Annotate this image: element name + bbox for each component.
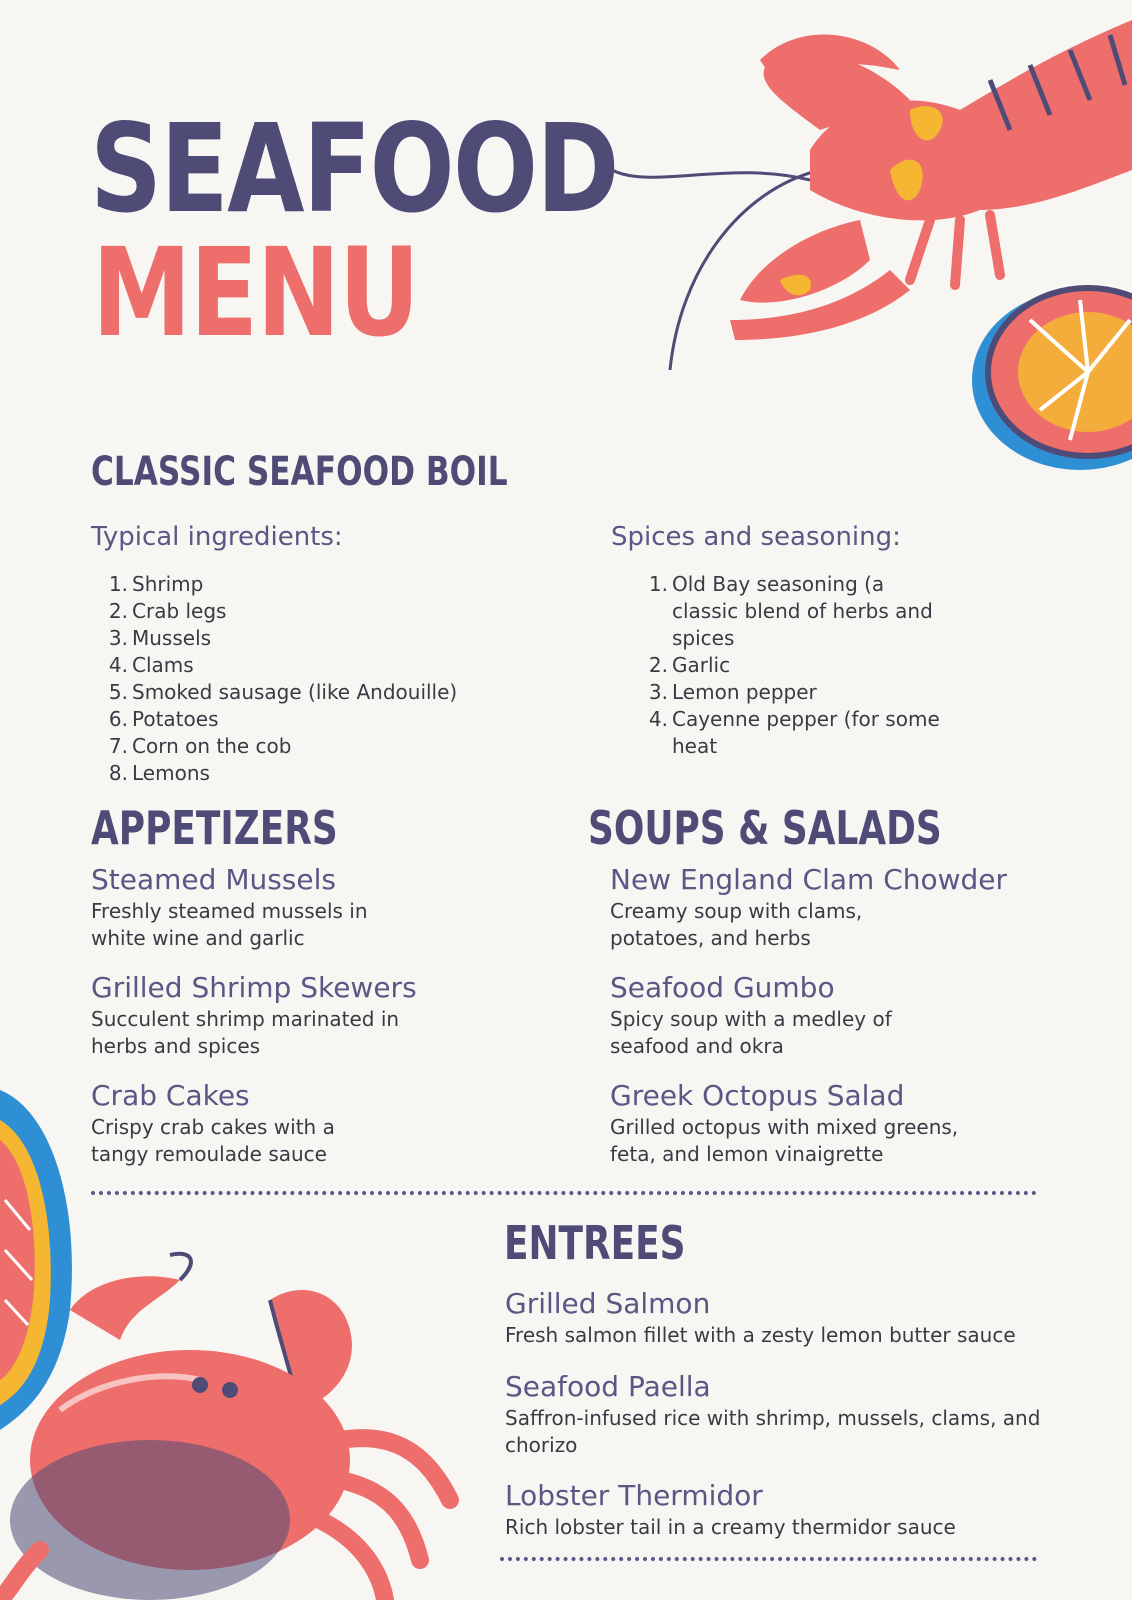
- item-name: Greek Octopus Salad: [610, 1079, 905, 1112]
- menu-title-seafood: SEAFOOD: [90, 98, 618, 240]
- item-description: Fresh salmon fillet with a zesty lemon butter sauce: [505, 1323, 1016, 1347]
- item-description: Grilled octopus with mixed greens, feta, and lemon vinaigrette: [610, 1115, 959, 1166]
- item-description: Creamy soup with clams, potatoes, and herbs: [610, 899, 863, 950]
- menu-item: [91, 862, 511, 952]
- menu-item: [610, 970, 1070, 1060]
- item-description: Crispy crab cakes with a tangy remoulade sauce: [91, 1115, 335, 1166]
- ingredients-list: [106, 571, 526, 787]
- menu-item: [91, 970, 511, 1060]
- spices-list: [646, 571, 946, 760]
- item-name: Grilled Salmon: [505, 1287, 711, 1320]
- list-item: 1. Old Bay seasoning (a classic blend of herbs and spices: [648, 572, 933, 650]
- menu-item: [610, 1078, 1070, 1168]
- item-name: New England Clam Chowder: [610, 863, 1008, 896]
- list-item: 6. Potatoes: [108, 707, 219, 731]
- item-name: Crab Cakes: [91, 1079, 250, 1112]
- list-item: 7. Corn on the cob: [108, 734, 292, 758]
- list-item: 3. Mussels: [108, 626, 212, 650]
- section-heading-entrees: ENTREES: [504, 1216, 686, 1270]
- item-name: Seafood Gumbo: [610, 971, 835, 1004]
- item-description: Succulent shrimp marinated in herbs and spices: [91, 1007, 400, 1058]
- item-name: Grilled Shrimp Skewers: [91, 971, 417, 1004]
- menu-item: [610, 862, 1070, 952]
- item-description: Spicy soup with a medley of seafood and okra: [610, 1007, 892, 1058]
- section-heading-seafood-boil: CLASSIC SEAFOOD BOIL: [91, 449, 508, 495]
- lobster-illustration: [610, 20, 1132, 480]
- list-item: 1. Shrimp: [108, 572, 204, 596]
- list-item: 2. Garlic: [648, 653, 731, 677]
- list-item: 3. Lemon pepper: [648, 680, 817, 704]
- menu-item: [505, 1286, 1095, 1349]
- menu-title-menu: MENU: [92, 222, 419, 364]
- spices-label: Spices and seasoning:: [611, 522, 901, 552]
- item-name: Lobster Thermidor: [505, 1479, 763, 1512]
- section-heading-soups-salads: SOUPS & SALADS: [588, 801, 942, 855]
- item-description: Rich lobster tail in a creamy thermidor sauce: [505, 1515, 956, 1539]
- list-item: 4. Cayenne pepper (for some heat: [648, 707, 940, 758]
- section-heading-appetizers: APPETIZERS: [91, 801, 338, 855]
- menu-item: [505, 1369, 1095, 1459]
- menu-item: [91, 1078, 511, 1168]
- list-item: 5. Smoked sausage (like Andouille): [108, 680, 458, 704]
- item-name: Steamed Mussels: [91, 863, 336, 896]
- menu-item: [505, 1478, 1095, 1541]
- item-name: Seafood Paella: [505, 1370, 711, 1403]
- dotted-divider: [500, 1557, 1037, 1561]
- ingredients-label: Typical ingredients:: [91, 522, 343, 552]
- item-description: Freshly steamed mussels in white wine and garlic: [91, 899, 368, 950]
- list-item: 8. Lemons: [108, 761, 210, 785]
- list-item: 4. Clams: [108, 653, 194, 677]
- item-description: Saffron-infused rice with shrimp, mussels, clams, and chorizo: [505, 1406, 1041, 1457]
- list-item: 2. Crab legs: [108, 599, 227, 623]
- dotted-divider: [91, 1191, 1037, 1195]
